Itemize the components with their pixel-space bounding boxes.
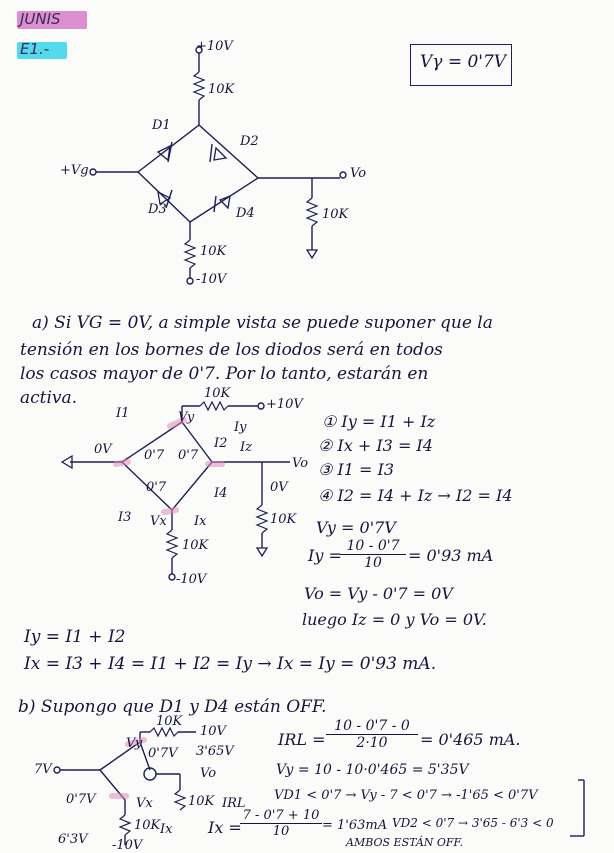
ix-chain: Ix = I3 + I4 = I1 + I2 = Iy → Ix = Iy = 0'93 mA. (24, 654, 437, 674)
c1-d3: D3 (148, 202, 167, 217)
c3-r-mid: 10K (188, 794, 215, 809)
iy-lhs: Iy = (308, 546, 342, 565)
iy-result: = 0'93 mA (408, 546, 494, 565)
part-a-line-1: a) Si VG = 0V, a simple vista se puede suponer que la (32, 313, 493, 333)
c2-iz: Iz (240, 440, 252, 455)
c2-iy: Iy (234, 420, 247, 435)
c2-sup-bot: -10V (176, 572, 207, 587)
c1-d1: D1 (152, 118, 171, 133)
c3-r-bot: 10K (134, 818, 161, 833)
header-tag: JUNIS (20, 10, 61, 28)
c2-07b: 0'7 (178, 448, 199, 463)
c2-vy: Vy (178, 410, 195, 425)
ground-2-icon (257, 548, 267, 556)
resistor-3-top (150, 728, 178, 736)
c2-i1: I1 (116, 406, 130, 421)
c1-d2: D2 (240, 134, 259, 149)
resistor-3-bottom (120, 815, 130, 835)
c2-i2: I2 (214, 436, 228, 451)
c2-vo: Vo (292, 456, 309, 471)
c1-top-supply: +10V (196, 39, 233, 54)
c3-in7: 7V (34, 762, 52, 777)
luego-line: luego Iz = 0 y Vo = 0V. (302, 610, 487, 629)
vd2-eq: VD2 < 0'7 → 3'65 - 6'3 < 0 (392, 816, 554, 830)
iy-sum: Iy = I1 + I2 (24, 627, 126, 647)
node-vo (340, 172, 346, 178)
c3-sup-bot: -10V (112, 838, 143, 853)
resistor-top (194, 72, 204, 100)
c2-r-top: 10K (204, 386, 231, 401)
eq-3: ③ I1 = I3 (318, 460, 395, 479)
ix-lhs: Ix = (208, 818, 242, 837)
exercise-label: E1.- (20, 40, 50, 58)
part-a-line-3: los casos mayor de 0'7. Por lo tanto, estarán en (20, 364, 429, 384)
c3-ov: 0'7V (66, 792, 96, 807)
c2-07c: 0'7 (146, 480, 167, 495)
c3-63: 6'3V (58, 832, 88, 847)
c2-vx: Vx (150, 514, 167, 529)
c2-r-bot: 10K (182, 538, 209, 553)
node-vg (90, 169, 96, 175)
c3-vy: Vy (126, 736, 143, 751)
irl-result: = 0'465 mA. (420, 730, 521, 749)
irl-num: 10 - 0'7 - 0 (326, 718, 418, 735)
circuit-2 (62, 402, 290, 580)
ix-den: 10 (272, 824, 290, 839)
resistor-3-load (175, 790, 185, 810)
c3-vx: Vx (136, 796, 153, 811)
c1-bottom-supply: -10V (196, 272, 227, 287)
c3-sup-top: 10V (200, 724, 226, 739)
iy-num: 10 - 0'7 (340, 538, 406, 555)
node-bottom-supply (187, 278, 193, 284)
c2-i3: I3 (118, 510, 132, 525)
c2-ix: Ix (194, 514, 207, 529)
c3-ix: Ix (160, 822, 173, 837)
resistor-out (307, 198, 317, 226)
ix-result: = 1'63mA (322, 818, 388, 833)
vy-eq: Vy = 0'7V (316, 518, 396, 537)
wire-d2 (199, 125, 258, 178)
vd1-eq: VD1 < 0'7 → Vy - 7 < 0'7 → -1'65 < 0'7V (274, 788, 538, 803)
c3-vo: Vo (200, 766, 217, 781)
iy-den: 10 (364, 555, 382, 571)
c1-top-res: 10K (208, 82, 235, 97)
irl-fraction (326, 718, 418, 751)
c3-07: 0'7V (148, 746, 178, 761)
resistor-bottom (185, 240, 195, 268)
c3-365: 3'65V (196, 744, 234, 759)
ix-num: 7 - 0'7 + 10 (240, 808, 322, 824)
part-b-title: b) Supongo que D1 y D4 están OFF. (18, 697, 327, 717)
pink-mark-3 (116, 462, 128, 464)
node-2-top (258, 403, 264, 409)
c1-bottom-res: 10K (200, 244, 227, 259)
pink-mark-4 (164, 510, 176, 512)
resistor-2-bottom (167, 530, 177, 558)
part-a-line-4: activa. (20, 388, 78, 408)
c2-ov-left: 0V (94, 442, 112, 457)
eq-2: ② Ix + I3 = I4 (318, 436, 433, 455)
vgamma-value: Vγ = 0'7V (420, 52, 507, 72)
c3-r-top: 10K (156, 714, 183, 729)
c3-irl: IRL (222, 796, 246, 811)
c2-ov-right: 0V (270, 480, 288, 495)
eq-1: ① Iy = I1 + Iz (322, 412, 436, 431)
eq-4: ④ I2 = I4 + Iz → I2 = I4 (318, 486, 513, 505)
irl-den: 2·10 (356, 735, 388, 751)
ambos-off: AMBOS ESTÁN OFF. (346, 836, 463, 849)
part-a-line-2: tensión en los bornes de los diodos será en todos (20, 340, 443, 360)
c2-07a: 0'7 (144, 448, 165, 463)
c2-r-out: 10K (270, 512, 297, 527)
ground-icon (307, 250, 317, 258)
c2-i4: I4 (214, 486, 228, 501)
vy-eq-b: Vy = 10 - 10·0'465 = 5'35V (276, 762, 469, 778)
node-2-bottom (169, 574, 175, 580)
resistor-2-top (200, 402, 228, 410)
iy-fraction (340, 538, 406, 571)
ix-fraction (240, 808, 322, 839)
node-3-in (54, 767, 60, 773)
c1-input: +Vg (60, 163, 89, 178)
c2-sup-top: +10V (266, 397, 303, 412)
irl-lhs: IRL = (278, 730, 326, 749)
c1-out-res: 10K (322, 207, 349, 222)
vo-eq: Vo = Vy - 0'7 = 0V (304, 584, 453, 603)
wire-2-d4 (172, 462, 212, 510)
resistor-2-out (257, 505, 267, 533)
c1-d4: D4 (236, 206, 255, 221)
c1-output: Vo (350, 166, 367, 181)
